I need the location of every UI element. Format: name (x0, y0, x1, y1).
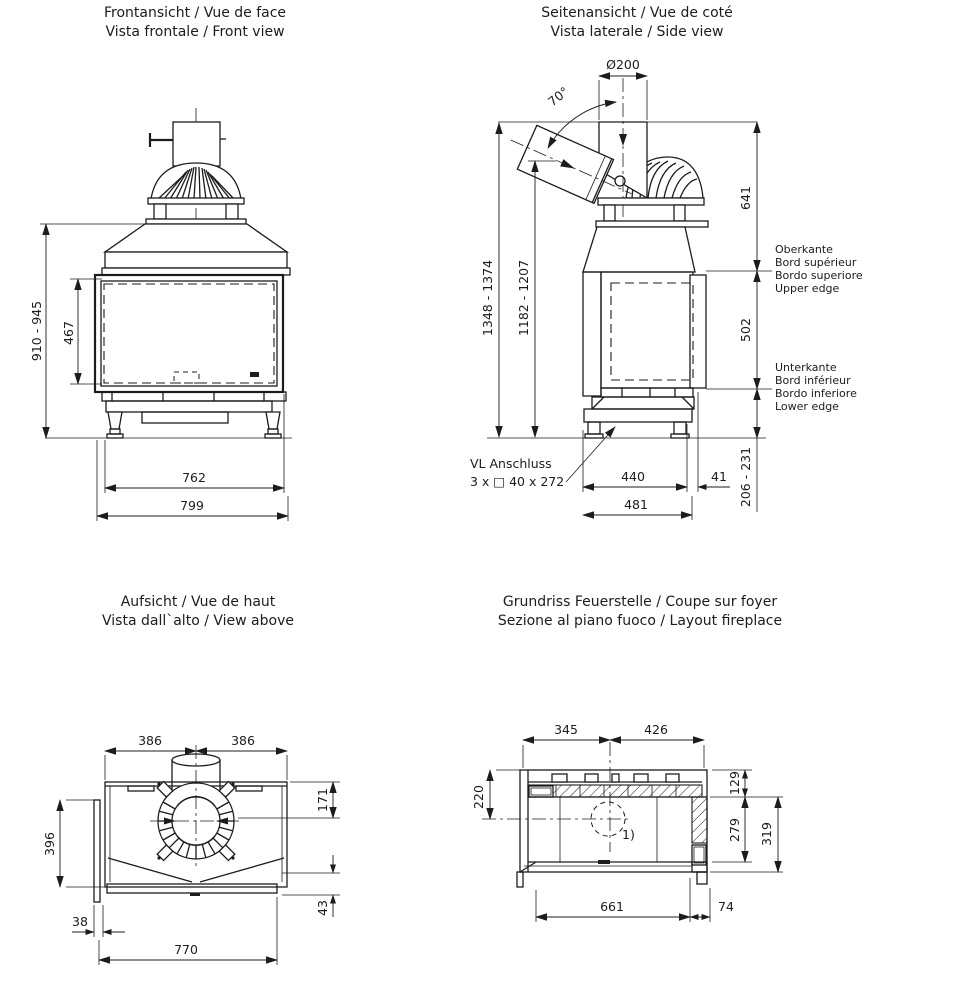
side-dome-collar (598, 198, 704, 205)
callout-arrow (566, 427, 615, 482)
dim-flue-diameter: Ø200 (606, 57, 640, 72)
dim-front-door-height: 467 (61, 321, 76, 345)
dim-flue-angle: 70° (544, 83, 572, 110)
dim-layout-firebox-width: 661 (600, 899, 624, 914)
foot-left (107, 429, 123, 438)
castellated-rear-edge (528, 774, 702, 782)
front-plate-top (107, 884, 277, 893)
back-panel (583, 272, 601, 396)
dim-flue-to-upper-edge: 641 (738, 186, 753, 210)
layout-view-title-line2: Sezione al piano fuoco / Layout fireplace (497, 613, 783, 629)
dim-layout-firebox-depth: 279 (727, 818, 742, 842)
door-latch (250, 372, 259, 377)
side-dome-supports (596, 205, 708, 227)
dim-door-offset: 41 (711, 469, 727, 484)
dim-top-flue-offset: 171 (315, 788, 330, 812)
side-wall-section (692, 797, 707, 843)
dim-overall-depth: 481 (624, 497, 648, 512)
front-view-title-line2: Vista frontale / Front view (105, 24, 285, 40)
top-view-title-line1: Aufsicht / Vue de haut (120, 594, 276, 610)
dim-top-left-half: 386 (138, 733, 162, 748)
dim-front-inner-width: 762 (182, 470, 206, 485)
dim-flue-axis-height: 1182 - 1207 (516, 259, 531, 337)
upper-edge-it: Bordo superiore (775, 269, 863, 282)
lower-edge-label (775, 361, 857, 413)
dim-layout-rear-band: 129 (727, 771, 742, 795)
dim-layout-right-section: 426 (644, 722, 668, 737)
upper-edge-label (775, 243, 863, 295)
dome-collar (148, 198, 244, 204)
glass-door-outline (104, 284, 274, 383)
side-view (470, 57, 863, 520)
dim-layout-left-section: 345 (554, 722, 578, 737)
dim-layout-flue-depth: 220 (471, 785, 486, 809)
dim-front-height: 910 - 945 (29, 300, 44, 362)
dim-top-right-half: 386 (231, 733, 255, 748)
front-edge-top (107, 858, 284, 896)
layout-view (471, 722, 783, 922)
glass-side-outline (611, 283, 693, 380)
upper-edge-en: Upper edge (775, 282, 840, 295)
leg-right (266, 412, 280, 429)
vent-right (236, 786, 262, 791)
front-view-title-line1: Frontansicht / Vue de face (103, 5, 287, 21)
leg-left (108, 412, 122, 429)
side-base (584, 388, 694, 438)
vl-connection-line1: VL Anschluss (470, 456, 552, 471)
flue-pipe (173, 122, 220, 166)
upper-edge-fr: Bord supérieur (775, 256, 857, 269)
dim-top-side-offset: 38 (72, 914, 88, 929)
side-foot-right (671, 422, 689, 438)
hood (102, 224, 290, 275)
dim-top-overall-width: 770 (174, 942, 198, 957)
note-marker: 1) (622, 827, 635, 842)
front-view (29, 108, 292, 521)
lower-edge-fr: Bord inférieur (775, 374, 851, 387)
dim-top-depth: 396 (42, 832, 57, 856)
foot-front-left (517, 872, 523, 887)
side-view-title-line1: Seitenansicht / Vue de coté (541, 5, 733, 21)
dome-top (150, 745, 242, 870)
vl-connection-callout (470, 427, 615, 489)
dim-front-overall-width: 799 (180, 498, 204, 513)
front-edge-layout (517, 860, 707, 887)
dim-base-depth: 440 (621, 469, 645, 484)
dim-layout-inner-depth: 319 (759, 822, 774, 846)
upper-edge-de: Oberkante (775, 243, 833, 256)
top-view-title-line2: Vista dall`alto / View above (102, 613, 294, 629)
air-inlet-outline (174, 372, 199, 383)
base-assembly (102, 392, 286, 438)
dim-overall-height: 1348 - 1374 (480, 259, 495, 337)
door-frame (95, 275, 283, 392)
titles (102, 5, 782, 629)
base-recess (142, 412, 228, 423)
lower-edge-de: Unterkante (775, 361, 837, 374)
cast-dome (148, 163, 244, 204)
dim-layout-side-section: 74 (718, 899, 734, 914)
side-hood (583, 227, 695, 272)
door-side (690, 275, 706, 388)
rear-convection-band (528, 785, 702, 797)
lower-edge-en: Lower edge (775, 400, 839, 413)
side-foot-left (585, 422, 603, 438)
top-view (42, 733, 340, 965)
lower-edge-it: Bordo inferiore (775, 387, 857, 400)
foot-right (265, 429, 281, 438)
pivot-bolt (615, 176, 625, 186)
layout-view-title-line1: Grundriss Feuerstelle / Coupe sur foyer (502, 594, 778, 610)
vent-left (128, 786, 154, 791)
side-view-title-line2: Vista laterale / Side view (550, 24, 724, 40)
dim-base-height: 206 - 231 (738, 446, 753, 508)
dim-edge-distance: 502 (738, 318, 753, 342)
foot-front-right (697, 872, 707, 884)
layout-dimensions (471, 722, 783, 922)
firebox-side (601, 272, 693, 388)
side-right-dimensions (706, 122, 772, 512)
dim-top-lip: 43 (315, 900, 330, 916)
side-bottom-dimensions (583, 392, 730, 520)
vl-connection-line2: 3 x □ 40 x 272 (470, 474, 565, 489)
